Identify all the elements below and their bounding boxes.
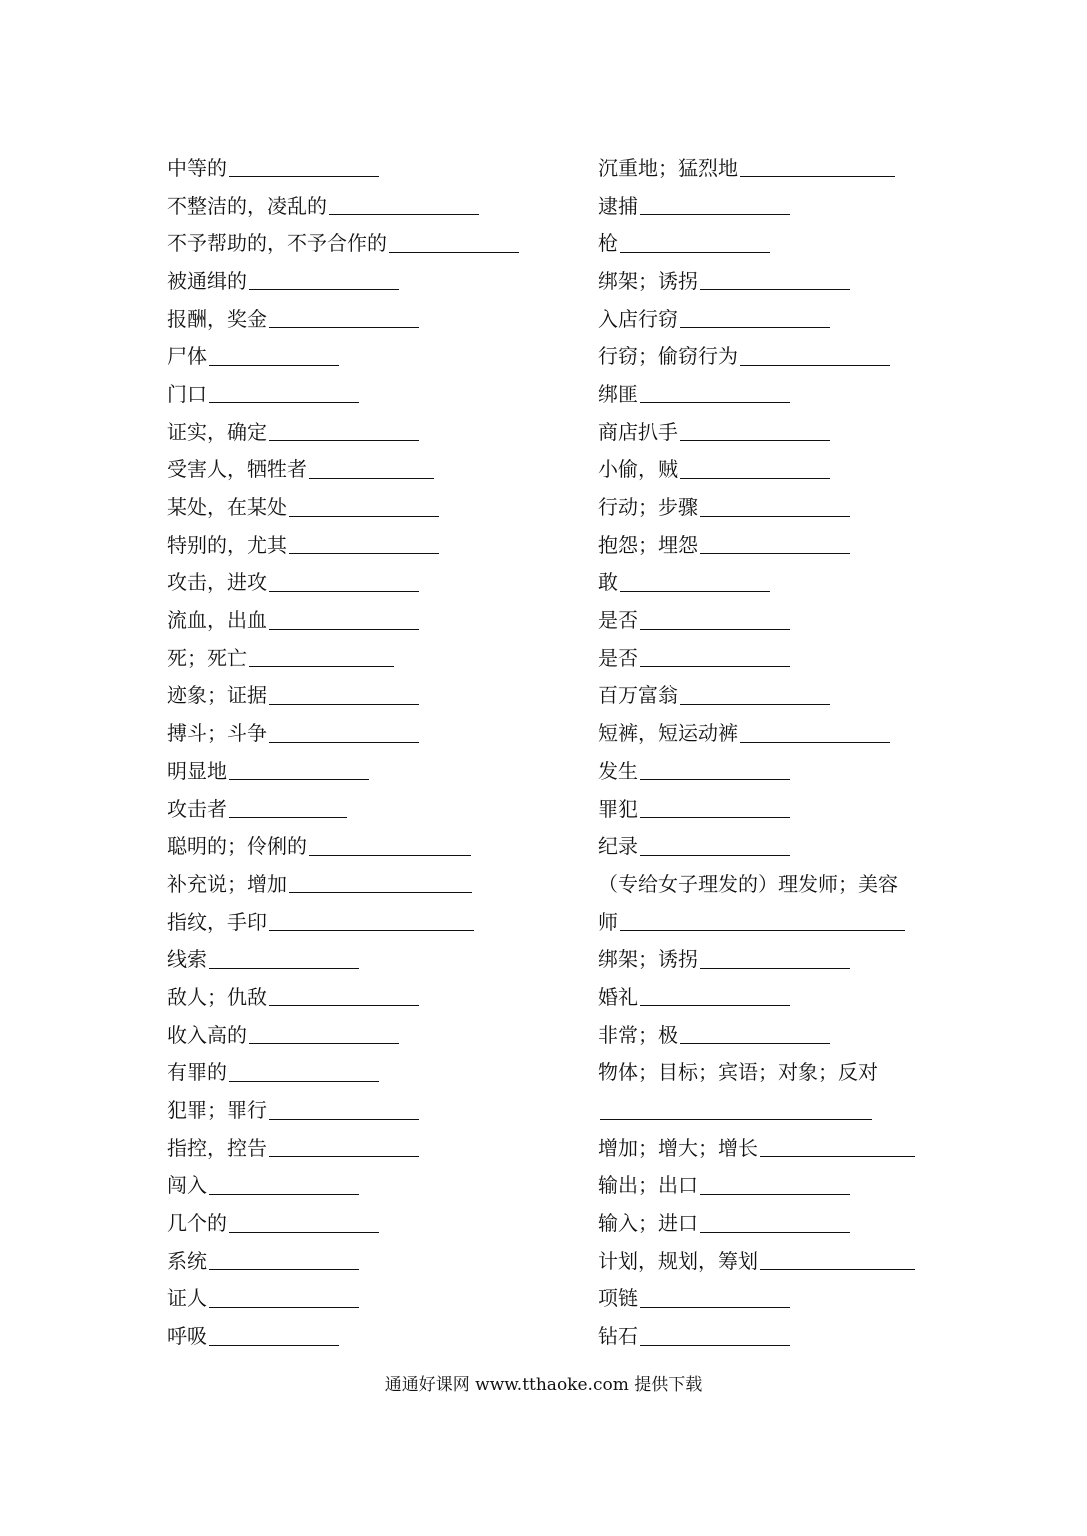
answer-blank[interactable] <box>229 817 347 818</box>
vocab-item <box>167 790 527 828</box>
vocab-item <box>598 1204 938 1242</box>
vocab-item <box>598 865 938 903</box>
vocab-label: 门口 <box>167 381 207 406</box>
answer-blank[interactable] <box>740 742 890 743</box>
vocab-item <box>167 1242 527 1280</box>
vocab-label: 补充说；增加 <box>167 871 287 896</box>
vocab-item <box>167 827 527 865</box>
vocab-label: 收入高的 <box>167 1022 247 1047</box>
vocab-label: 商店扒手 <box>598 419 678 444</box>
answer-blank[interactable] <box>389 252 519 253</box>
vocab-label: 钻石 <box>598 1324 638 1349</box>
answer-blank[interactable] <box>229 1232 379 1233</box>
answer-blank[interactable] <box>269 742 419 743</box>
vocab-item <box>598 300 938 338</box>
vocab-item <box>167 451 527 489</box>
answer-blank[interactable] <box>269 1156 419 1157</box>
answer-blank[interactable] <box>680 704 830 705</box>
vocab-label: 绑架；诱拐 <box>598 947 698 972</box>
answer-blank[interactable] <box>249 666 394 667</box>
vocab-item <box>167 1054 527 1092</box>
vocab-item <box>167 1317 527 1355</box>
vocab-label: 闯入 <box>167 1173 207 1198</box>
vocab-item <box>598 149 938 187</box>
vocab-label: 犯罪；罪行 <box>167 1098 267 1123</box>
vocab-label: 中等的 <box>167 155 227 180</box>
vocab-label: 项链 <box>598 1286 638 1311</box>
vocab-item <box>167 1091 527 1129</box>
answer-blank[interactable] <box>309 478 434 479</box>
vocab-item <box>598 1242 938 1280</box>
vocab-label: 绑匪 <box>598 381 638 406</box>
answer-blank[interactable] <box>640 1307 790 1308</box>
vocab-label: 不予帮助的，不予合作的 <box>167 231 387 256</box>
vocab-item <box>167 1129 527 1167</box>
vocab-label: 百万富翁 <box>598 683 678 708</box>
answer-blank[interactable] <box>289 553 439 554</box>
vocab-label: 非常；极 <box>598 1022 678 1047</box>
vocab-item <box>598 940 938 978</box>
answer-blank[interactable] <box>329 214 479 215</box>
vocab-label: 系统 <box>167 1248 207 1273</box>
answer-blank[interactable] <box>269 629 419 630</box>
answer-blank[interactable] <box>680 1043 830 1044</box>
vocab-label: 有罪的 <box>167 1060 227 1085</box>
vocab-label: 指纹，手印 <box>167 909 267 934</box>
vocab-item <box>167 300 527 338</box>
vocab-item <box>167 601 527 639</box>
vocab-item <box>598 601 938 639</box>
answer-blank[interactable] <box>620 930 905 931</box>
vocab-item <box>598 978 938 1016</box>
vocab-item <box>598 413 938 451</box>
vocab-label: 证实，确定 <box>167 419 267 444</box>
vocab-label: 入店行窃 <box>598 306 678 331</box>
vocab-label: 行动；步骤 <box>598 495 698 520</box>
answer-blank[interactable] <box>700 968 850 969</box>
vocab-item <box>167 1167 527 1205</box>
vocab-item <box>598 262 938 300</box>
vocab-item <box>598 451 938 489</box>
footer-text: 通通好课网 www.tthaoke.com 提供下载 <box>384 1375 703 1395</box>
answer-blank[interactable] <box>209 1345 339 1346</box>
vocab-item <box>167 1280 527 1318</box>
answer-blank[interactable] <box>309 855 471 856</box>
vocab-label: 罪犯 <box>598 796 638 821</box>
vocab-item <box>598 564 938 602</box>
vocab-item <box>598 1016 938 1054</box>
answer-blank[interactable] <box>269 440 419 441</box>
vocab-item <box>167 865 527 903</box>
vocab-label: 呼吸 <box>167 1324 207 1349</box>
right-column <box>598 149 938 1355</box>
answer-blank[interactable] <box>209 968 359 969</box>
answer-blank[interactable] <box>209 365 339 366</box>
vocab-item <box>598 677 938 715</box>
vocab-label: 师 <box>598 909 618 934</box>
vocab-item <box>167 564 527 602</box>
answer-blank[interactable] <box>289 892 472 893</box>
vocab-item <box>167 262 527 300</box>
vocab-item <box>598 526 938 564</box>
vocab-item <box>598 639 938 677</box>
vocab-item <box>167 639 527 677</box>
vocab-item <box>167 187 527 225</box>
vocab-label: 尸体 <box>167 344 207 369</box>
vocab-label: 流血，出血 <box>167 608 267 633</box>
vocab-item <box>598 1129 938 1167</box>
answer-blank[interactable] <box>269 1005 419 1006</box>
answer-blank[interactable] <box>680 327 830 328</box>
vocab-item <box>167 224 527 262</box>
vocab-item <box>167 978 527 1016</box>
answer-blank[interactable] <box>640 666 790 667</box>
vocab-item <box>598 1317 938 1355</box>
vocab-label: 明显地 <box>167 758 227 783</box>
vocab-item <box>598 1167 938 1205</box>
vocab-item <box>167 488 527 526</box>
vocab-item <box>598 1091 938 1129</box>
vocab-label: 证人 <box>167 1286 207 1311</box>
answer-blank[interactable] <box>680 478 830 479</box>
answer-blank[interactable] <box>269 704 419 705</box>
vocab-label: 增加；增大；增长 <box>598 1135 758 1160</box>
answer-blank[interactable] <box>269 1119 419 1120</box>
vocab-item <box>598 488 938 526</box>
vocab-item <box>598 1280 938 1318</box>
vocab-label: 被通缉的 <box>167 268 247 293</box>
vocab-item <box>598 903 938 941</box>
answer-blank[interactable] <box>289 516 439 517</box>
answer-blank[interactable] <box>740 176 895 177</box>
answer-blank[interactable] <box>640 779 790 780</box>
vocab-item <box>598 187 938 225</box>
vocab-item <box>598 827 938 865</box>
vocab-label: 几个的 <box>167 1211 227 1236</box>
answer-blank[interactable] <box>700 289 850 290</box>
vocab-item <box>167 752 527 790</box>
vocab-item <box>167 1204 527 1242</box>
vocab-label: 绑架；诱拐 <box>598 268 698 293</box>
vocab-item <box>598 1054 938 1092</box>
vocab-item <box>598 790 938 828</box>
answer-blank[interactable] <box>640 214 790 215</box>
vocab-label: 小偷，贼 <box>598 457 678 482</box>
answer-blank[interactable] <box>620 252 770 253</box>
vocab-label: 是否 <box>598 645 638 670</box>
vocab-label: 迹象；证据 <box>167 683 267 708</box>
vocab-label: 婚礼 <box>598 984 638 1009</box>
answer-blank[interactable] <box>760 1269 915 1270</box>
vocab-label: 攻击，进攻 <box>167 570 267 595</box>
answer-blank[interactable] <box>229 1081 379 1082</box>
answer-blank[interactable] <box>700 553 850 554</box>
answer-blank[interactable] <box>249 1043 399 1044</box>
answer-blank[interactable] <box>620 591 770 592</box>
vocab-label: 计划，规划，筹划 <box>598 1248 758 1273</box>
vocab-label: 受害人，牺牲者 <box>167 457 307 482</box>
answer-blank[interactable] <box>229 176 379 177</box>
vocab-label: 沉重地；猛烈地 <box>598 155 738 180</box>
vocab-label: 发生 <box>598 758 638 783</box>
vocab-item <box>598 752 938 790</box>
answer-blank[interactable] <box>700 516 850 517</box>
vocab-label: （专给女子理发的）理发师；美容 <box>598 871 898 896</box>
vocab-item <box>598 224 938 262</box>
answer-blank[interactable] <box>700 1232 850 1233</box>
answer-blank[interactable] <box>249 289 399 290</box>
vocab-item <box>167 375 527 413</box>
answer-blank[interactable] <box>680 440 830 441</box>
vocab-label: 指控，控告 <box>167 1135 267 1160</box>
vocab-item <box>167 940 527 978</box>
answer-blank[interactable] <box>640 629 790 630</box>
answer-blank[interactable] <box>760 1156 915 1157</box>
left-column <box>167 149 527 1355</box>
vocab-label: 枪 <box>598 231 618 256</box>
vocab-label: 某处，在某处 <box>167 495 287 520</box>
vocab-item <box>167 413 527 451</box>
vocab-item <box>598 375 938 413</box>
vocab-item <box>167 149 527 187</box>
answer-blank[interactable] <box>640 1345 790 1346</box>
answer-blank[interactable] <box>600 1119 872 1120</box>
answer-blank[interactable] <box>640 402 790 403</box>
vocab-label: 特别的，尤其 <box>167 532 287 557</box>
vocab-label: 敌人；仇敌 <box>167 984 267 1009</box>
answer-blank[interactable] <box>740 365 890 366</box>
vocab-label: 逮捕 <box>598 193 638 218</box>
vocab-item <box>598 337 938 375</box>
answer-blank[interactable] <box>700 1194 850 1195</box>
vocab-label: 报酬，奖金 <box>167 306 267 331</box>
answer-blank[interactable] <box>209 1307 359 1308</box>
answer-blank[interactable] <box>209 1269 359 1270</box>
answer-blank[interactable] <box>269 327 419 328</box>
vocab-label: 抱怨；埋怨 <box>598 532 698 557</box>
vocab-label: 敢 <box>598 570 618 595</box>
vocab-item <box>167 337 527 375</box>
vocab-label: 攻击者 <box>167 796 227 821</box>
answer-blank[interactable] <box>640 1005 790 1006</box>
vocab-label: 输入；进口 <box>598 1211 698 1236</box>
vocab-label: 线索 <box>167 947 207 972</box>
answer-blank[interactable] <box>640 817 790 818</box>
vocab-label: 是否 <box>598 608 638 633</box>
answer-blank[interactable] <box>229 779 369 780</box>
vocab-label: 短裤，短运动裤 <box>598 721 738 746</box>
vocab-label: 纪录 <box>598 834 638 859</box>
vocab-item <box>167 526 527 564</box>
vocab-item <box>167 677 527 715</box>
vocab-item <box>167 714 527 752</box>
vocab-label: 输出；出口 <box>598 1173 698 1198</box>
vocab-label: 物体；目标；宾语；对象；反对 <box>598 1060 878 1085</box>
vocab-label: 聪明的；伶俐的 <box>167 834 307 859</box>
vocab-label: 搏斗；斗争 <box>167 721 267 746</box>
answer-blank[interactable] <box>209 402 359 403</box>
vocab-label: 行窃；偷窃行为 <box>598 344 738 369</box>
vocab-label: 死；死亡 <box>167 645 247 670</box>
answer-blank[interactable] <box>269 930 474 931</box>
answer-blank[interactable] <box>209 1194 359 1195</box>
vocab-label: 不整洁的，凌乱的 <box>167 193 327 218</box>
vocab-item <box>598 714 938 752</box>
vocab-item <box>167 1016 527 1054</box>
answer-blank[interactable] <box>269 591 419 592</box>
vocab-item <box>167 903 527 941</box>
answer-blank[interactable] <box>640 855 790 856</box>
